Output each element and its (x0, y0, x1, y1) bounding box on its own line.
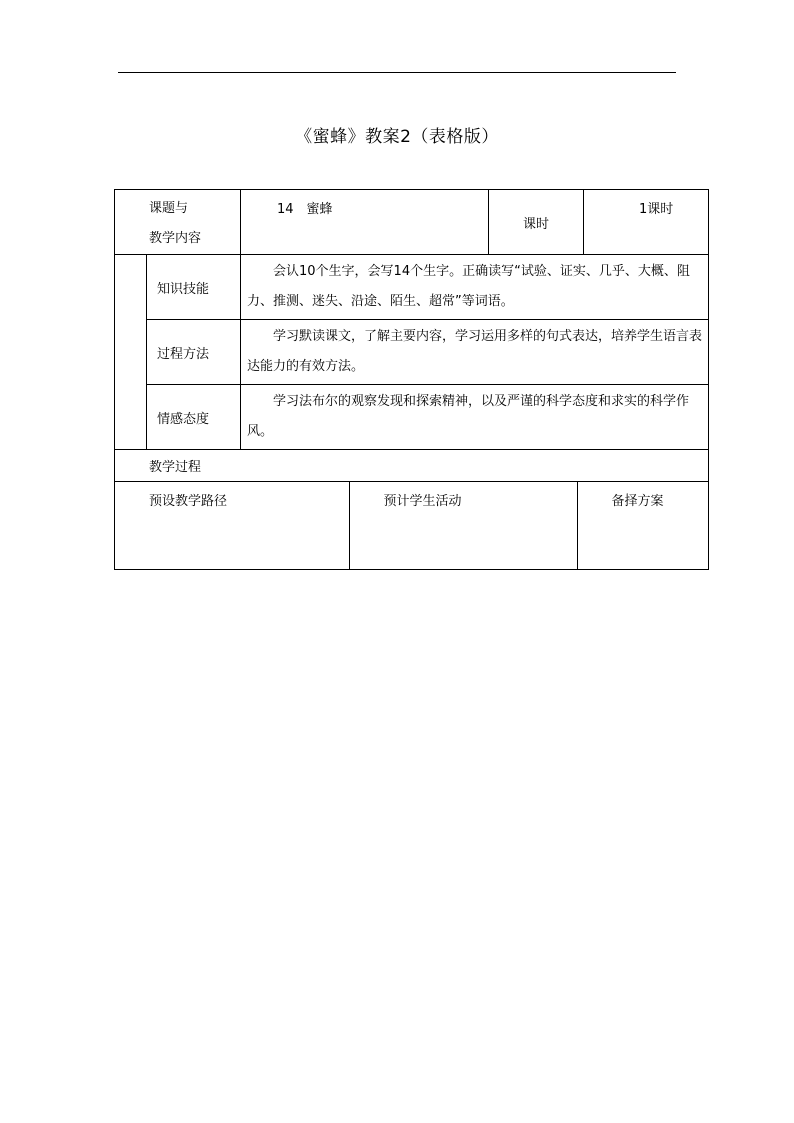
process-columns-row (115, 482, 709, 570)
objective-text-cell (241, 385, 709, 450)
objective-text-cell (241, 320, 709, 385)
objective-label: 知识技能 (157, 281, 210, 297)
topic-label-line2: 教学内容 (149, 231, 202, 246)
process-row (115, 450, 709, 482)
process-column-cell (349, 482, 577, 569)
objective-row (115, 255, 709, 320)
objective-text: 会认10个生字，会写14个生字。正确读写“试验、证实、几乎、大概、阻力、推测、迷失、沿途、陌生、超常”等词语。 (247, 264, 690, 309)
objective-label-cell (147, 255, 241, 320)
document-title: 《蜜蜂》教案2（表格版） (295, 127, 499, 147)
process-column-cell (577, 482, 708, 569)
objective-text: 学习默读课文，了解主要内容，学习运用多样的句式表达，培养学生语言表达能力的有效方法。 (247, 329, 703, 374)
topic-value: 14 蜜蜂 (277, 202, 333, 217)
objective-text: 学习法布尔的观察发现和探索精神，以及严谨的科学态度和求实的科学作风。 (247, 394, 690, 439)
process-column-header: 预设教学路径 (149, 494, 228, 509)
topic-row (115, 190, 709, 255)
topic-value-cell (241, 190, 489, 255)
header-rule (118, 72, 676, 73)
period-value-cell (584, 190, 709, 255)
process-column-cell (115, 482, 349, 569)
process-columns-cell (115, 482, 709, 570)
objective-label: 情感态度 (157, 411, 210, 427)
objective-label: 过程方法 (157, 346, 210, 362)
lesson-plan-table (114, 189, 709, 570)
period-label-cell (489, 190, 584, 255)
topic-label-line1: 课题与 (149, 201, 189, 216)
process-label-cell (115, 450, 709, 482)
period-value: 1课时 (639, 202, 674, 217)
process-label: 教学过程 (149, 460, 202, 475)
process-columns-table (115, 482, 708, 569)
period-label: 课时 (523, 216, 550, 232)
process-column-header: 预计学生活动 (383, 494, 462, 509)
objective-label-cell (147, 320, 241, 385)
topic-label-cell (115, 190, 241, 255)
objective-label-cell (147, 385, 241, 450)
process-column-header: 备择方案 (611, 494, 664, 509)
objective-text-cell (241, 255, 709, 320)
objective-row (115, 385, 709, 450)
objectives-spacer-cell (115, 255, 147, 450)
objective-row (115, 320, 709, 385)
